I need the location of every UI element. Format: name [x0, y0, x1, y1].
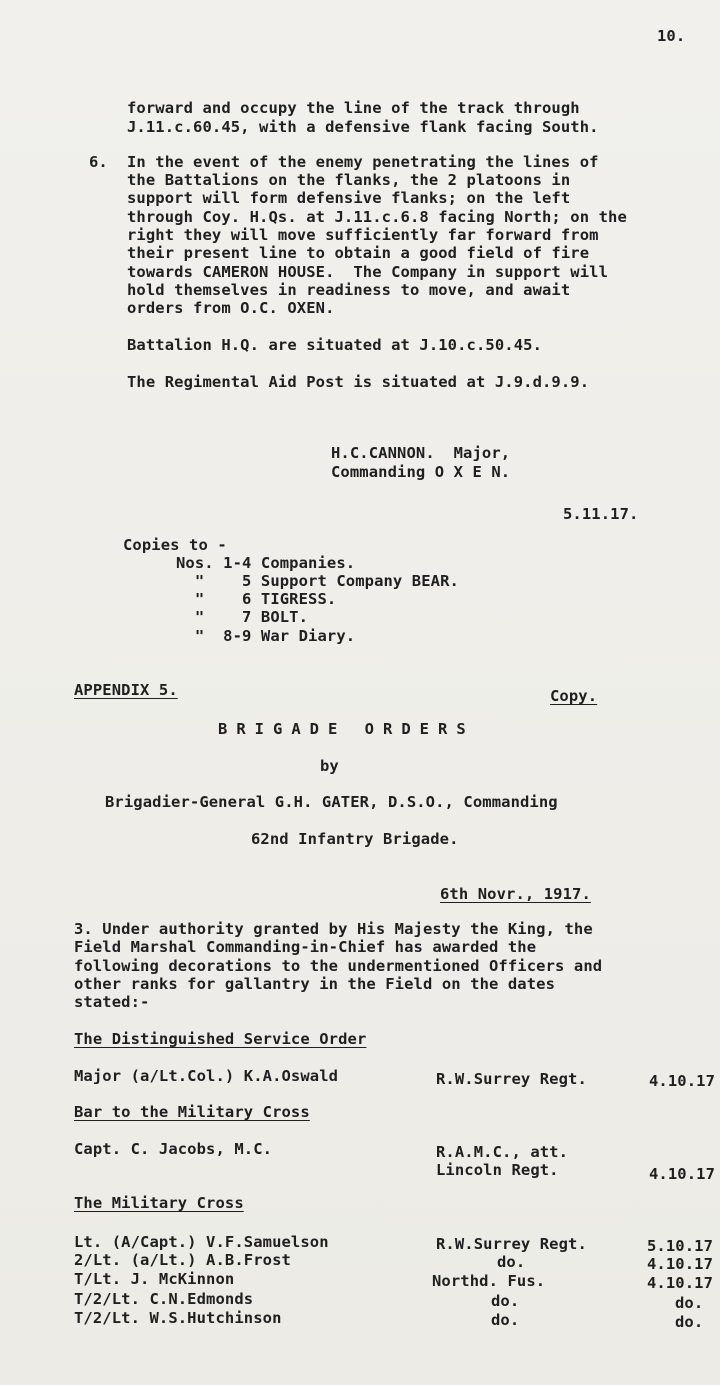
award-date: do. — [675, 1294, 704, 1312]
award-unit: R.W.Surrey Regt. — [436, 1070, 587, 1088]
award-name: T/2/Lt. W.S.Hutchinson — [74, 1309, 282, 1327]
paragraph-number: 6. — [89, 153, 108, 171]
paragraph-line: their present line to obtain a good field of fire — [127, 244, 590, 262]
signature-date: 5.11.17. — [563, 505, 639, 523]
appendix-label: APPENDIX 5. — [74, 681, 178, 699]
paragraph-line: stated:- — [74, 993, 150, 1011]
award-date: 4.10.17 — [649, 1165, 716, 1183]
paragraph-line: towards CAMERON HOUSE. The Company in support will — [127, 263, 609, 281]
award-unit: do. — [497, 1253, 526, 1271]
award-unit: Northd. Fus. — [432, 1272, 546, 1290]
copies-line: " 5 Support Company BEAR. — [176, 572, 459, 590]
award-name: T/2/Lt. C.N.Edmonds — [74, 1290, 254, 1308]
paragraph-line: support will form defensive flanks; on the left — [127, 189, 571, 207]
paragraph-line: hold themselves in readiness to move, and await — [127, 281, 571, 299]
signature-name: H.C.CANNON. Major, — [331, 444, 511, 462]
paragraph-line: orders from O.C. OXEN. — [127, 299, 335, 317]
copies-line: Nos. 1-4 Companies. — [176, 554, 356, 572]
award-name: Major (a/Lt.Col.) K.A.Oswald — [74, 1067, 339, 1085]
dso-heading: The Distinguished Service Order — [74, 1030, 367, 1048]
page-number: 10. — [657, 27, 686, 45]
copies-heading: Copies to - — [123, 536, 227, 554]
bar-mc-heading: Bar to the Military Cross — [74, 1103, 310, 1121]
paragraph-line: other ranks for gallantry in the Field on the dates — [74, 975, 556, 993]
brigade-orders-title: BRIGADE ORDERS — [218, 720, 475, 738]
battalion-hq-line: Battalion H.Q. are situated at J.10.c.50.45. — [127, 336, 542, 354]
commander-line: Brigadier-General G.H. GATER, D.S.O., Commanding — [105, 793, 558, 811]
copies-line: " 8-9 War Diary. — [176, 627, 356, 645]
paragraph-line: following decorations to the undermentioned Officers and — [74, 957, 603, 975]
paragraph-line: forward and occupy the line of the track through — [127, 99, 580, 117]
signature-title: Commanding O X E N. — [331, 463, 511, 481]
award-name: Capt. C. Jacobs, M.C. — [74, 1140, 273, 1158]
paragraph-line: J.11.c.60.45, with a defensive flank facing South. — [127, 118, 599, 136]
paragraph-line: the Battalions on the flanks, the 2 platoons in — [127, 171, 571, 189]
paragraph-line: right they will move sufficiently far forward from — [127, 226, 599, 244]
award-unit: Lincoln Regt. — [436, 1161, 559, 1179]
copies-line: " 6 TIGRESS. — [176, 590, 337, 608]
copies-line: " 7 BOLT. — [176, 608, 309, 626]
by-line: by — [320, 757, 339, 775]
aid-post-line: The Regimental Aid Post is situated at J.9.d.9.9. — [127, 373, 590, 391]
paragraph-line: 3. Under authority granted by His Majesty the King, the — [74, 920, 593, 938]
award-date: 5.10.17 — [647, 1237, 714, 1255]
award-unit: R.W.Surrey Regt. — [436, 1235, 587, 1253]
award-date: 4.10.17 — [647, 1274, 714, 1292]
paragraph-line: In the event of the enemy penetrating the lines of — [127, 153, 599, 171]
award-unit: R.A.M.C., att. — [436, 1143, 569, 1161]
award-unit: do. — [491, 1292, 520, 1310]
brigade-name: 62nd Infantry Brigade. — [251, 830, 459, 848]
mc-heading: The Military Cross — [74, 1194, 244, 1212]
award-unit: do. — [491, 1311, 520, 1329]
award-name: T/Lt. J. McKinnon — [74, 1270, 235, 1288]
award-date: do. — [675, 1313, 704, 1331]
paragraph-line: through Coy. H.Qs. at J.11.c.6.8 facing North; on the — [127, 208, 627, 226]
paragraph-line: Field Marshal Commanding-in-Chief has awarded the — [74, 938, 537, 956]
copy-label: Copy. — [550, 687, 598, 705]
award-date: 4.10.17 — [647, 1255, 714, 1273]
award-date: 4.10.17 — [649, 1072, 716, 1090]
award-name: 2/Lt. (a/Lt.) A.B.Frost — [74, 1251, 291, 1269]
orders-date: 6th Novr., 1917. — [440, 885, 591, 903]
award-name: Lt. (A/Capt.) V.F.Samuelson — [74, 1233, 329, 1251]
